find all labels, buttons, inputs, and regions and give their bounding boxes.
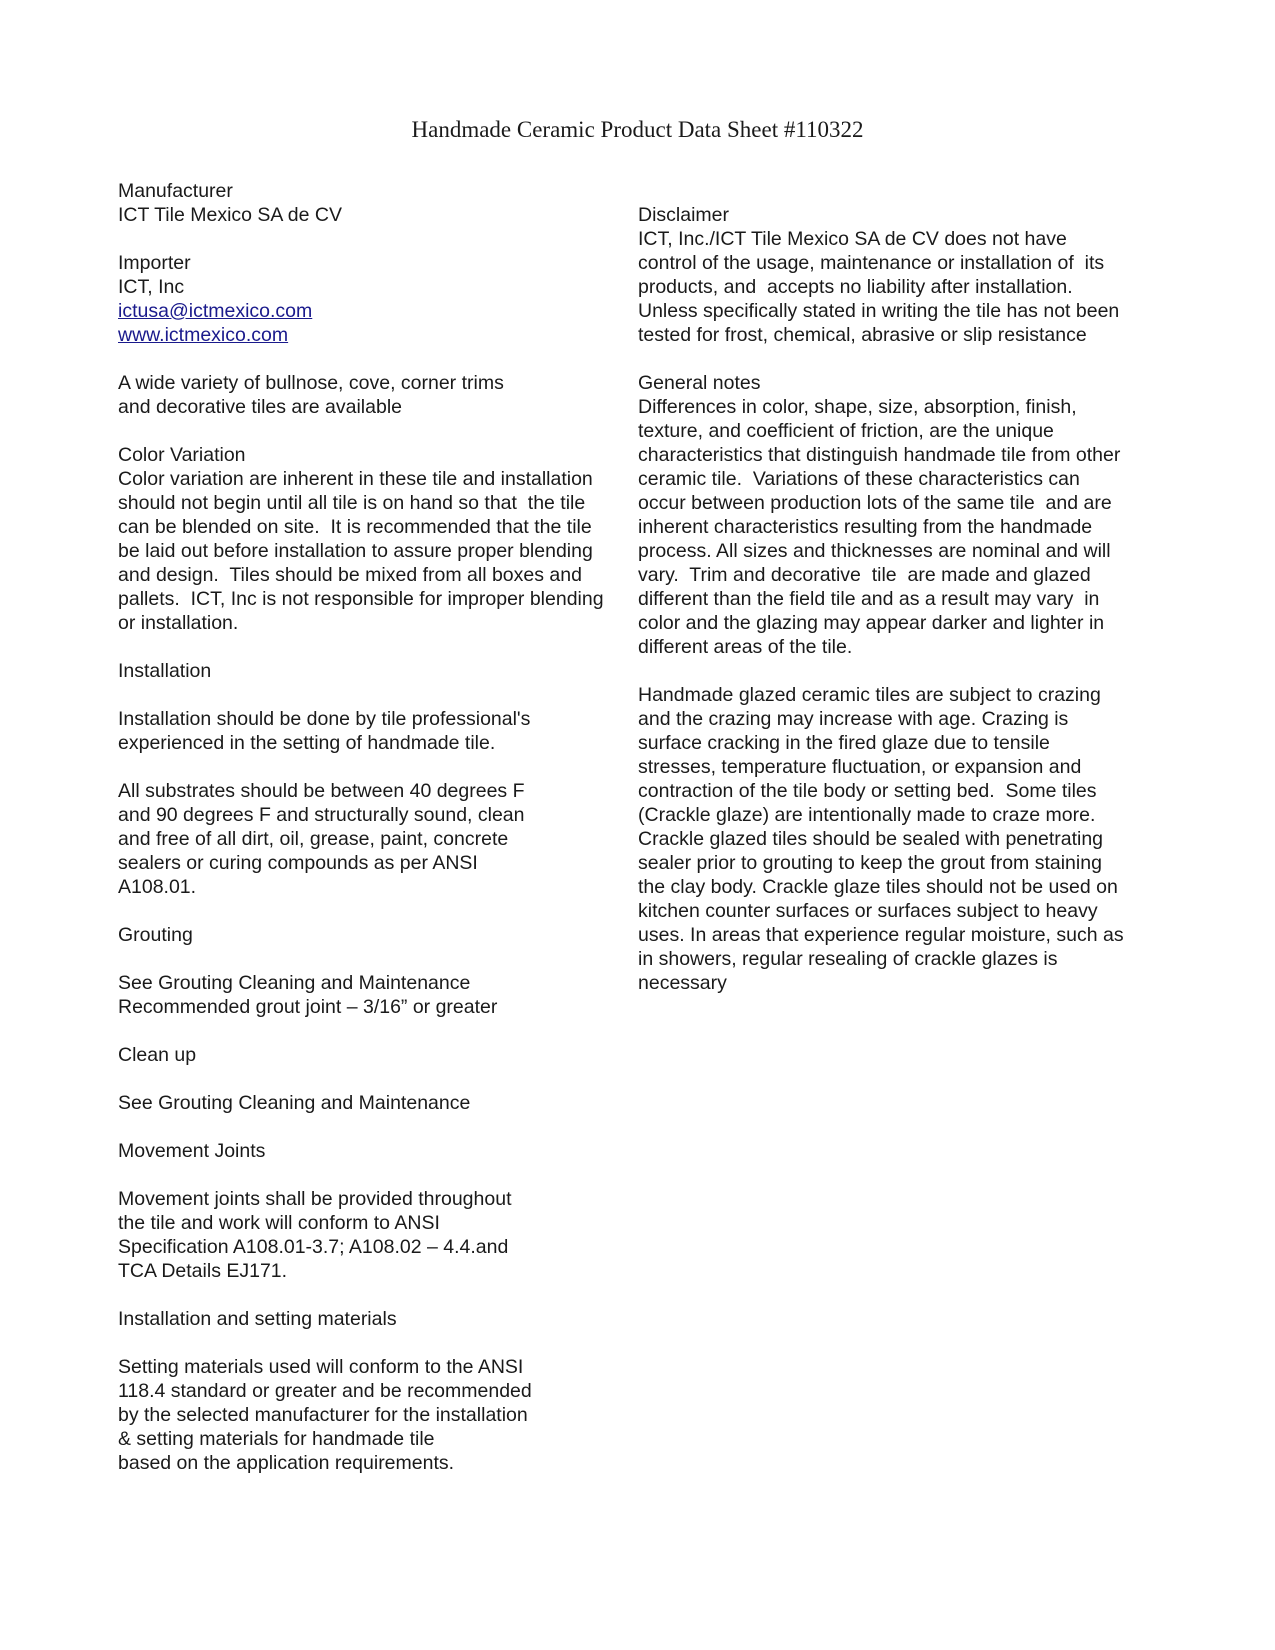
crazing-line: uses. In areas that experience regular moisture, such as [638, 924, 1124, 946]
substrate-line: A108.01. [118, 876, 197, 898]
cleanup-heading: Clean up [118, 1044, 197, 1066]
movement-line: Specification A108.01-3.7; A108.02 – 4.4.and [118, 1236, 509, 1258]
materials-line: based on the application requirements. [118, 1452, 455, 1474]
general-notes-line: color and the glazing may appear darker and lighter in [638, 612, 1105, 634]
materials-line: Setting materials used will conform to the ANSI [118, 1356, 524, 1378]
grouting-heading: Grouting [118, 924, 193, 946]
grouting-line: Recommended grout joint – 3/16” or greater [118, 996, 498, 1018]
general-notes-line: inherent characteristics resulting from the handmade [638, 516, 1093, 538]
general-notes-line: vary. Trim and decorative tile are made and glazed [638, 564, 1091, 586]
color-variation-line: or installation. [118, 612, 239, 634]
disclaimer-heading: Disclaimer [638, 204, 730, 226]
availability-line: A wide variety of bullnose, cove, corner trims [118, 372, 504, 394]
disclaimer-line: control of the usage, maintenance or installation of its [638, 252, 1105, 274]
movement-line: Movement joints shall be provided throughout [118, 1188, 512, 1210]
crazing-line: surface cracking in the fired glaze due to tensile [638, 732, 1050, 754]
importer-name: ICT, Inc [118, 276, 185, 298]
installation-heading: Installation [118, 660, 212, 682]
substrate-line: sealers or curing compounds as per ANSI [118, 852, 478, 874]
right-column [638, 203, 1178, 995]
color-variation-heading: Color Variation [118, 444, 246, 466]
general-notes-line: process. All sizes and thicknesses are nominal and will [638, 540, 1111, 562]
crazing-line: kitchen counter surfaces or surfaces subject to heavy [638, 900, 1098, 922]
movement-heading: Movement Joints [118, 1140, 266, 1162]
substrate-line: and free of all dirt, oil, grease, paint, concrete [118, 828, 509, 850]
materials-line: 118.4 standard or greater and be recommended [118, 1380, 532, 1402]
materials-line: by the selected manufacturer for the installation [118, 1404, 528, 1426]
crazing-line: and the crazing may increase with age. Crazing is [638, 708, 1069, 730]
general-notes-line: characteristics that distinguish handmade tile from other [638, 444, 1121, 466]
color-variation-line: and design. Tiles should be mixed from all boxes and [118, 564, 582, 586]
crazing-line: Handmade glazed ceramic tiles are subject to crazing [638, 684, 1101, 706]
manufacturer-heading: Manufacturer [118, 180, 233, 202]
general-notes-heading: General notes [638, 372, 761, 394]
crazing-line: in showers, regular resealing of crackle glazes is [638, 948, 1058, 970]
color-variation-line: Color variation are inherent in these tile and installation [118, 468, 593, 490]
movement-line: TCA Details EJ171. [118, 1260, 288, 1282]
color-variation-line: can be blended on site. It is recommended that the tile [118, 516, 592, 538]
importer-website-link[interactable]: www.ictmexico.com [118, 324, 289, 346]
general-notes-line: Differences in color, shape, size, absorption, finish, [638, 396, 1077, 418]
disclaimer-line: Unless specifically stated in writing the tile has not been [638, 300, 1120, 322]
crazing-line: the clay body. Crackle glaze tiles should not be used on [638, 876, 1118, 898]
general-notes-line: texture, and coefficient of friction, are the unique [638, 420, 1054, 442]
grouting-line: See Grouting Cleaning and Maintenance [118, 972, 471, 994]
general-notes-line: occur between production lots of the same tile and are [638, 492, 1112, 514]
disclaimer-line: tested for frost, chemical, abrasive or slip resistance [638, 324, 1087, 346]
materials-heading: Installation and setting materials [118, 1308, 397, 1330]
installation-line: experienced in the setting of handmade tile. [118, 732, 496, 754]
crazing-line: (Crackle glaze) are intentionally made to craze more. [638, 804, 1096, 826]
materials-line: & setting materials for handmade tile [118, 1428, 435, 1450]
page-title: Handmade Ceramic Product Data Sheet #110322 [411, 117, 864, 142]
general-notes-line: ceramic tile. Variations of these characteristics can [638, 468, 1080, 490]
cleanup-line: See Grouting Cleaning and Maintenance [118, 1092, 471, 1114]
disclaimer-line: ICT, Inc./ICT Tile Mexico SA de CV does not have [638, 228, 1067, 250]
movement-line: the tile and work will conform to ANSI [118, 1212, 440, 1234]
left-column [118, 179, 648, 1475]
crazing-line: necessary [638, 972, 727, 994]
manufacturer-name: ICT Tile Mexico SA de CV [118, 204, 342, 226]
crazing-line: Crackle glazed tiles should be sealed with penetrating [638, 828, 1104, 850]
substrate-line: and 90 degrees F and structurally sound, clean [118, 804, 525, 826]
crazing-line: sealer prior to grouting to keep the grout from staining [638, 852, 1102, 874]
availability-line: and decorative tiles are available [118, 396, 403, 418]
color-variation-line: pallets. ICT, Inc is not responsible for improper blending [118, 588, 604, 610]
general-notes-line: different than the field tile and as a result may vary in [638, 588, 1100, 610]
installation-line: Installation should be done by tile professional's [118, 708, 531, 730]
color-variation-line: should not begin until all tile is on hand so that the tile [118, 492, 586, 514]
disclaimer-line: products, and accepts no liability after installation. [638, 276, 1073, 298]
importer-heading: Importer [118, 252, 191, 274]
crazing-line: stresses, temperature fluctuation, or expansion and [638, 756, 1082, 778]
substrate-line: All substrates should be between 40 degrees F [118, 780, 525, 802]
importer-email-link[interactable]: ictusa@ictmexico.com [118, 300, 313, 322]
general-notes-line: different areas of the tile. [638, 636, 853, 658]
crazing-line: contraction of the tile body or setting bed. Some tiles [638, 780, 1097, 802]
color-variation-line: be laid out before installation to assure proper blending [118, 540, 593, 562]
